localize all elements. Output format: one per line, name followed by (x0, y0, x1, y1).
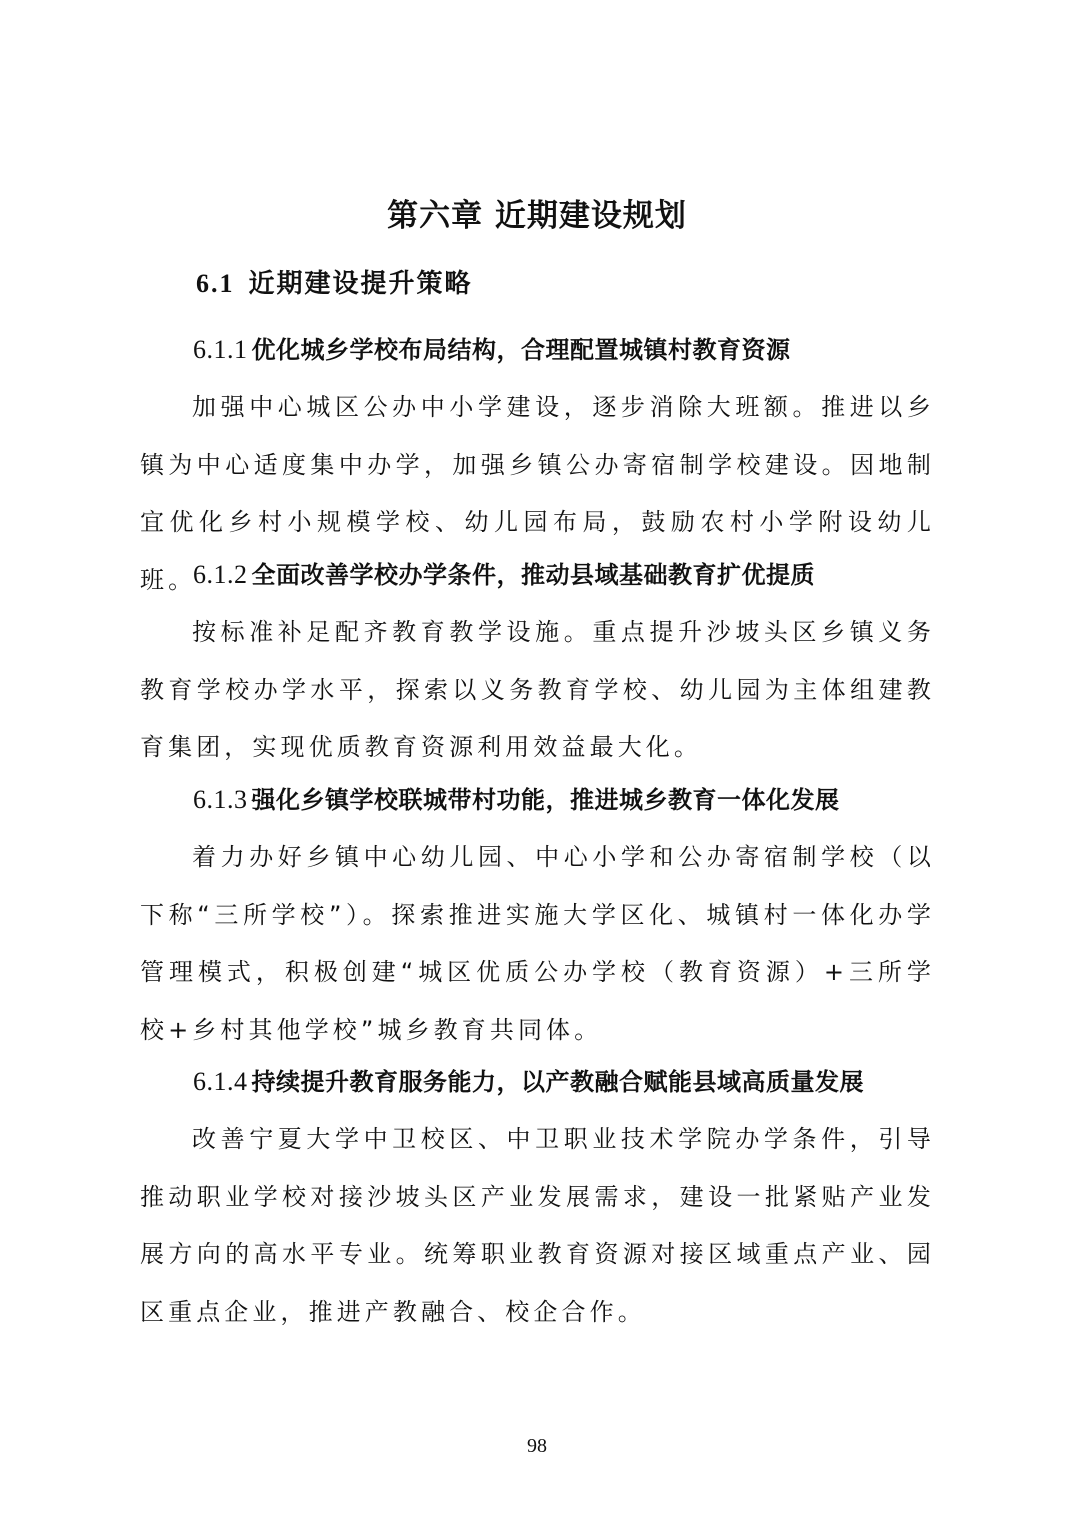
page-number: 98 (527, 1435, 547, 1457)
subsection-heading-4 (193, 1062, 864, 1102)
section-number: 6.1 (196, 269, 235, 298)
subsection-title: 优化城乡学校布局结构，合理配置城镇村教育资源 (251, 336, 791, 364)
subsection-number: 6.1.3 (193, 785, 248, 814)
section-title: 近期建设提升策略 (248, 269, 473, 299)
chapter-title: 第六章 近期建设规划 (387, 198, 687, 234)
subsection-heading-1 (193, 330, 791, 370)
paragraph-1: 加强中心城区公办中小学建设，逐步消除大班额。推进以乡镇为中心适度集中办学，加强乡镇公办寄宿制学校建设。因地制宜优化乡村小规模学校、幼儿园布局，鼓励农村小学附设幼儿班。 (140, 393, 935, 594)
subsection-title: 全面改善学校办学条件，推动县域基础教育扩优提质 (251, 561, 815, 589)
subsection-title: 持续提升教育服务能力，以产教融合赋能县域高质量发展 (251, 1068, 864, 1096)
subsection-heading-3 (193, 780, 840, 820)
subsection-title: 强化乡镇学校联城带村功能，推进城乡教育一体化发展 (251, 786, 840, 814)
subsection-number: 6.1.1 (193, 335, 248, 364)
paragraph-3: 着力办好乡镇中心幼儿园、中心小学和公办寄宿制学校（以下称“三所学校”）。探索推进实施大学区化、城镇村一体化办学管理模式，积极创建“城区优质公办学校（教育资源）+三所学校+乡村其他学校”城乡教育共同体。 (140, 843, 935, 1044)
section-heading (196, 264, 473, 304)
subsection-number: 6.1.4 (193, 1067, 248, 1096)
subsection-number: 6.1.2 (193, 560, 248, 589)
paragraph-4: 改善宁夏大学中卫校区、中卫职业技术学院办学条件，引导推动职业学校对接沙坡头区产业发展需求，建设一批紧贴产业发展方向的高水平专业。统筹职业教育资源对接区域重点产业、园区重点企业，推进产教融合、校企合作。 (140, 1125, 935, 1326)
subsection-heading-2 (193, 555, 815, 595)
paragraph-2: 按标准补足配齐教育教学设施。重点提升沙坡头区乡镇义务教育学校办学水平，探索以义务教育学校、幼儿园为主体组建教育集团，实现优质教育资源利用效益最大化。 (140, 618, 935, 761)
